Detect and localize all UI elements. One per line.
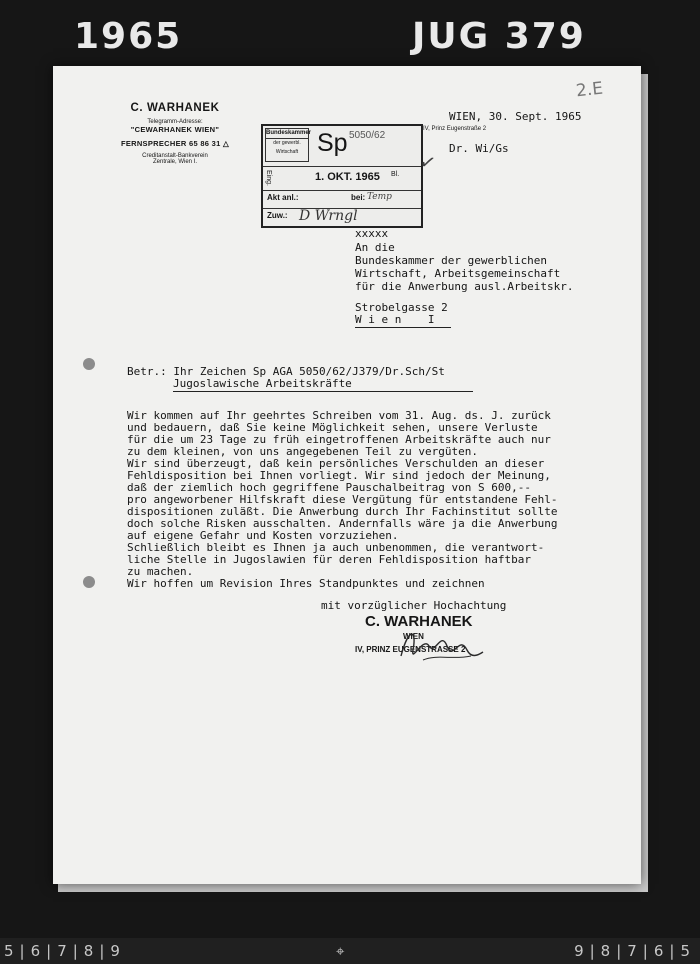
body-line: daß der ziemlich hoch gegriffene Pauschalbeitrag von S 600,--: [127, 481, 531, 494]
letterhead-company: C. WARHANEK: [130, 102, 220, 114]
film-year: 1965: [74, 16, 183, 57]
letterhead-telegram: "CEWARHANEK WIEN": [130, 125, 220, 134]
recipient-line: für die Anwerbung ausl.Arbeitskr.: [355, 280, 574, 293]
subject-line: Betr.: Ihr Zeichen Sp AGA 5050/62/J379/Dr.Sch/St: [127, 365, 445, 378]
stamp-bei-label: bei:: [351, 193, 366, 202]
reference-initials: Dr. Wi/Gs: [449, 142, 509, 155]
corner-mark: 2.E: [575, 78, 604, 102]
body-line: zu dem kleinen, von uns angegebenen Teil zu vergüten.: [127, 445, 478, 458]
film-code: JUG 379: [412, 16, 586, 57]
body-line: pro angeworbener Hilfskraft diese Vergütung für entstandene Fehl-: [127, 493, 558, 506]
stamp-office-title: Bundeskammer: [266, 129, 308, 139]
stamp-eingang: Eing.: [265, 170, 272, 186]
check-mark-icon: ✓: [418, 148, 437, 177]
letterhead-phone: FERNSPRECHER 65 86 31 △: [120, 139, 230, 148]
film-center-icon: ⌖: [336, 942, 345, 960]
handwritten-signature: [383, 616, 493, 676]
signature-city: WIEN: [403, 632, 424, 641]
film-edge: [0, 938, 700, 964]
body-line: Wir hoffen um Revision Ihres Standpunktes und zeichnen: [127, 577, 485, 590]
body-line: auf eigene Gefahr und Kosten vorzuziehen.: [127, 529, 399, 542]
stamp-sp: Sp: [317, 129, 348, 157]
film-frame-numbers: 5|6|7|8|9: [4, 942, 126, 960]
recipient-line: Wirtschaft, Arbeitsgemeinschaft: [355, 267, 561, 280]
stamp-beilagen: Bl.: [391, 171, 400, 178]
place-date: WIEN, 30. Sept. 1965: [449, 110, 582, 123]
punch-hole: [83, 576, 95, 588]
body-line: für die um 23 Tage zu früh eingetroffenen Arbeitskräfte auch nur: [127, 433, 551, 446]
closing: mit vorzüglicher Hochachtung: [321, 599, 507, 612]
stamp-akt-label: Akt anl.:: [267, 193, 299, 202]
stamp-zuw-label: Zuw.:: [267, 211, 288, 220]
body-line: liche Stelle in Jugoslawien für deren Fehldisposition haftbar: [127, 553, 531, 566]
body-line: doch solche Risken ausschalten. Andernfalls wäre ja die Anwerbung: [127, 517, 558, 530]
signature-street: IV, PRINZ EUGENSTRASSE 2: [355, 645, 466, 654]
recipient-street: Strobelgasse 2: [355, 301, 448, 314]
letterhead-telegram-label: Telegramm-Adresse:: [147, 119, 203, 125]
subject-topic: Jugoslawische Arbeitskräfte: [173, 377, 352, 390]
sender-street: IV, Prinz Eugenstraße 2: [423, 126, 487, 132]
body-line: Fehldisposition bei Ihnen vorliegt. Wir sind jedoch der Meinung,: [127, 469, 551, 482]
body-line: zu machen.: [127, 565, 194, 578]
received-stamp: [261, 124, 423, 228]
letterhead-bank-branch: Zentrale, Wien I.: [152, 159, 197, 165]
stamp-office: [265, 128, 312, 162]
recipient-crossed: xxxxx: [355, 227, 389, 240]
signature-company: C. WARHANEK: [365, 613, 473, 630]
body-line: Schließlich bleibt es Ihnen ja auch unbenommen, die verantwort-: [127, 541, 545, 554]
body-line: Wir kommen auf Ihr geehrtes Schreiben vom 31. Aug. ds. J. zurück: [127, 409, 551, 422]
letterhead-bank: Creditanstalt-Bankverein: [142, 153, 208, 159]
subject-underline: [173, 391, 473, 392]
recipient-line: An die: [355, 241, 395, 254]
city-underline: [355, 327, 451, 328]
stamp-bei-handwriting: Temp: [367, 192, 392, 202]
stamp-reference: 5050/62: [349, 130, 386, 141]
film-frame-numbers: 9|8|7|6|5: [574, 942, 696, 960]
letter-page: [53, 66, 641, 884]
letterhead: [115, 102, 235, 165]
stamp-office-line: der gewerbl. Wirtschaft: [273, 140, 301, 155]
stamp-zuw-handwriting: D Wrngl: [299, 208, 358, 224]
body-line: Wir sind überzeugt, daß kein persönliches Verschulden an dieser: [127, 457, 545, 470]
stamp-date: 1. OKT. 1965: [315, 171, 380, 183]
punch-hole: [83, 358, 95, 370]
body-line: dispositionen zuläßt. Die Anwerbung durch Ihr Fachinstitut sollte: [127, 505, 558, 518]
recipient-city: W i e n I: [355, 313, 435, 326]
body-line: und bedauern, daß Sie keine Möglichkeit sehen, unsere Verluste: [127, 421, 538, 434]
recipient-line: Bundeskammer der gewerblichen: [355, 254, 548, 267]
